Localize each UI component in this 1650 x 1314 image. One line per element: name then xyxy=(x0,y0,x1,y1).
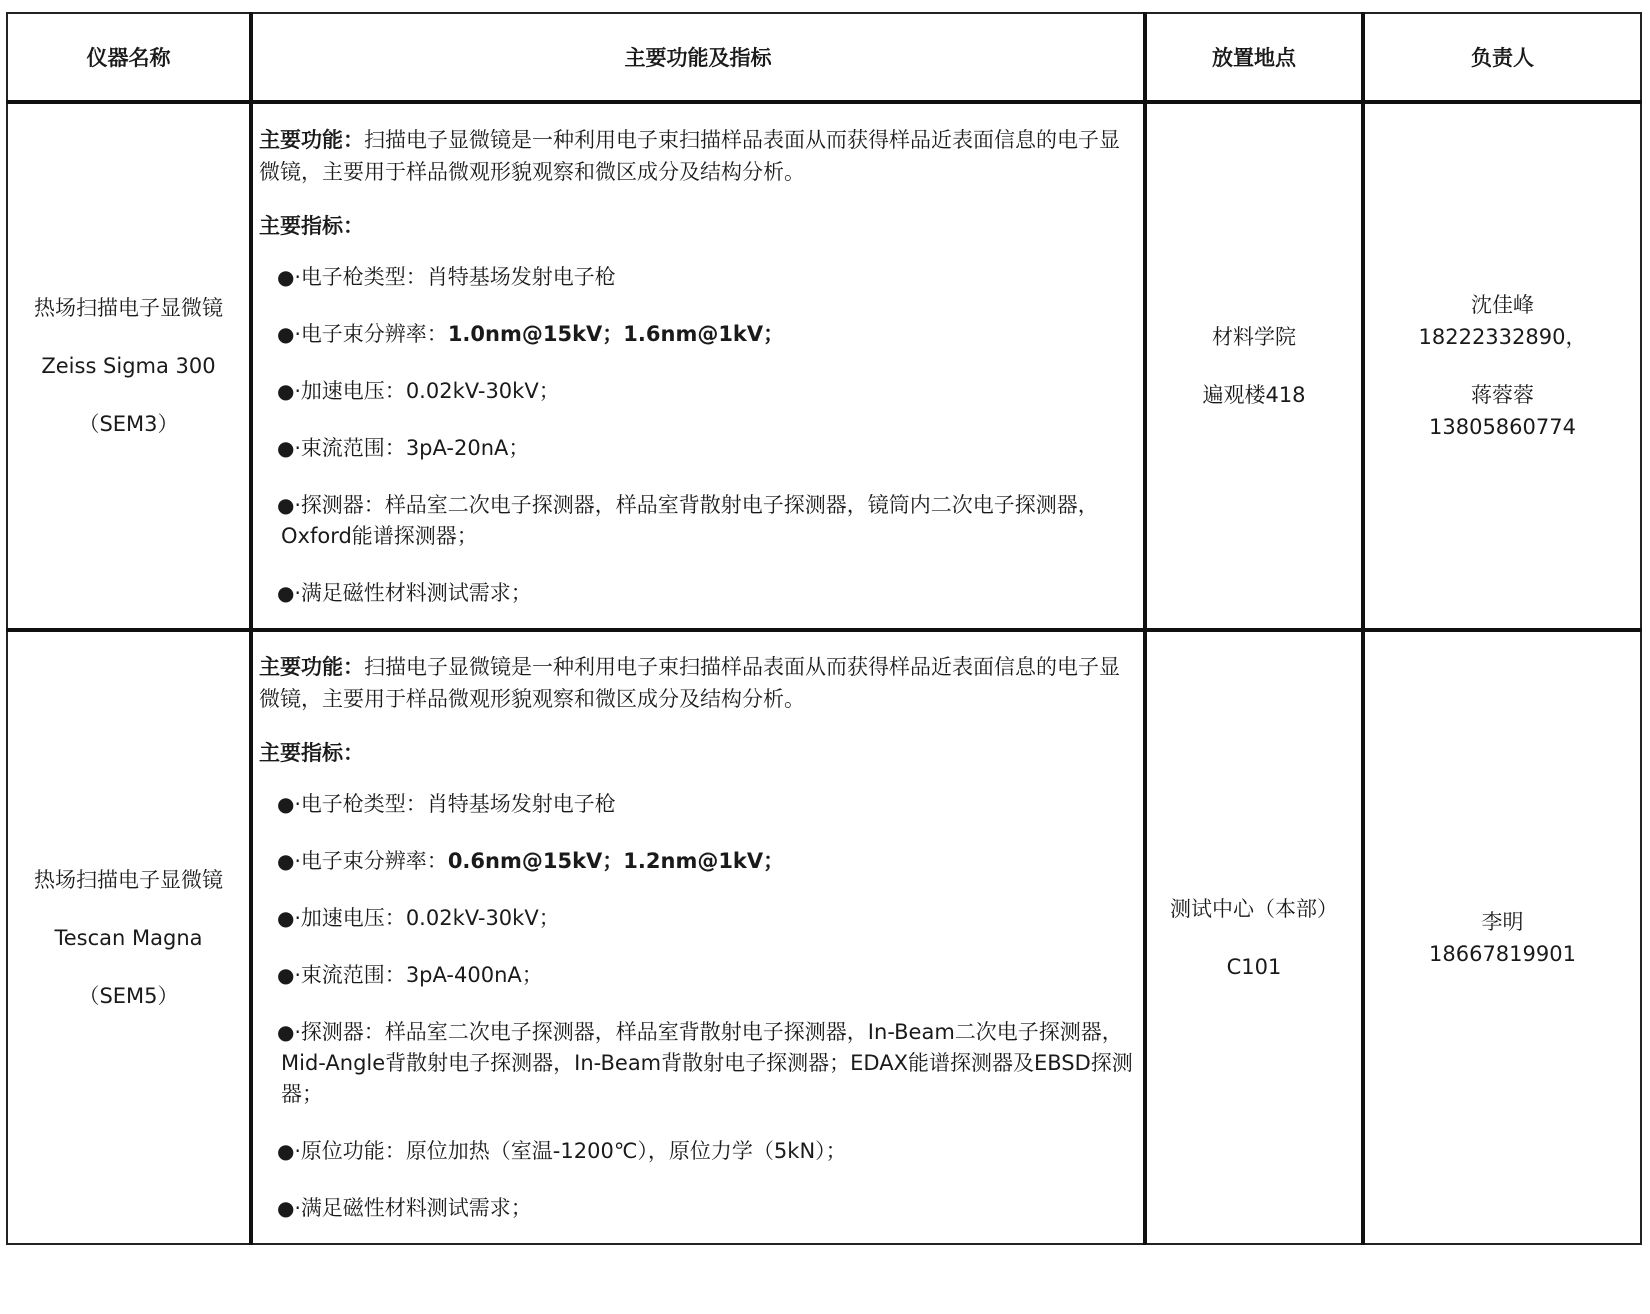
table-header-row xyxy=(7,13,1641,102)
instrument-name: 热场扫描电子显微镜 xyxy=(34,867,223,892)
location-room: C101 xyxy=(1226,954,1282,979)
header-instrument-name: 仪器名称 xyxy=(7,13,251,102)
list-item xyxy=(259,376,1135,407)
bullet-icon: ●· xyxy=(277,963,301,987)
instrument-name-cell xyxy=(7,102,251,630)
bullet-icon: ●· xyxy=(277,1020,301,1044)
header-location: 放置地点 xyxy=(1145,13,1363,102)
location-building: 测试中心（本部） xyxy=(1170,896,1338,921)
contact-name: 沈佳峰 xyxy=(1471,293,1534,317)
spec-value: 原位加热（室温-1200℃），原位力学（5kN）； xyxy=(405,1139,847,1163)
spec-value: 样品室二次电子探测器，样品室背散射电子探测器，In-Beam二次电子探测器，Mid-Angle背散射电子探测器，In-Beam背散射电子探测器；EDAX能谱探测器及EBSD探测器； xyxy=(281,1020,1133,1106)
bullet-icon: ●· xyxy=(277,1196,301,1220)
header-contact: 负责人 xyxy=(1363,13,1641,102)
list-item xyxy=(259,262,1135,293)
location-cell xyxy=(1145,102,1363,630)
instrument-name-cell xyxy=(7,630,251,1244)
contact-phone: 18667819901 xyxy=(1429,941,1576,966)
spec-value: 0.02kV-30kV； xyxy=(405,906,560,930)
specs-label: 主要指标： xyxy=(259,741,364,765)
contact-name: 蒋蓉蓉 xyxy=(1471,383,1534,407)
table-row xyxy=(7,102,1641,630)
spec-label: 电子束分辨率： xyxy=(300,849,448,873)
list-item xyxy=(259,319,1135,350)
spec-label: 电子枪类型： xyxy=(300,264,427,289)
table-row xyxy=(7,630,1641,1244)
spec-label: 探测器： xyxy=(300,1020,385,1044)
spec-label: 束流范围： xyxy=(300,963,406,987)
header-functions: 主要功能及指标 xyxy=(251,13,1145,102)
function-description xyxy=(259,651,1135,715)
instrument-model: Tescan Magna xyxy=(54,925,203,950)
location-cell xyxy=(1145,630,1363,1244)
contact-cell xyxy=(1363,630,1641,1244)
bullet-icon: ●· xyxy=(277,792,301,816)
spec-value: 样品室二次电子探测器，样品室背散射电子探测器，镜筒内二次电子探测器，Oxford能谱探测器； xyxy=(281,492,1099,548)
list-item xyxy=(259,433,1135,464)
spec-label: 电子枪类型： xyxy=(300,792,427,816)
list-item xyxy=(259,490,1135,552)
bullet-icon: ●· xyxy=(277,580,301,605)
spec-value-bold: 0.6nm@15kV；1.2nm@1kV； xyxy=(447,849,785,873)
list-item xyxy=(259,1193,1135,1224)
equipment-table xyxy=(6,12,1642,1245)
list-item xyxy=(259,1136,1135,1167)
list-item xyxy=(259,789,1135,820)
contact-name: 李明 xyxy=(1481,909,1524,934)
bullet-icon: ●· xyxy=(277,849,301,873)
bullet-icon: ●· xyxy=(277,492,301,517)
spec-label: 探测器： xyxy=(300,492,385,517)
instrument-code: （SEM5） xyxy=(78,983,179,1008)
spec-value: 3pA-20nA； xyxy=(405,435,530,460)
spec-label: 加速电压： xyxy=(300,378,406,403)
instrument-code: （SEM3） xyxy=(78,412,179,436)
list-item xyxy=(259,578,1135,609)
list-item xyxy=(259,846,1135,877)
contact-phone: 18222332890， xyxy=(1418,325,1587,349)
list-item xyxy=(259,903,1135,934)
function-label: 主要功能： xyxy=(259,655,364,679)
bullet-icon: ●· xyxy=(277,378,301,403)
specs-label: 主要指标： xyxy=(259,213,364,238)
function-text: 扫描电子显微镜是一种利用电子束扫描样品表面从而获得样品近表面信息的电子显微镜，主要用于样品微观形貌观察和微区成分及结构分析。 xyxy=(259,655,1120,711)
bullet-icon: ●· xyxy=(277,321,301,346)
function-label: 主要功能： xyxy=(259,127,364,152)
list-item xyxy=(259,960,1135,991)
location-room: 遍观楼418 xyxy=(1202,383,1306,407)
spec-label: 束流范围： xyxy=(300,435,406,460)
bullet-icon: ●· xyxy=(277,264,301,289)
spec-label: 加速电压： xyxy=(300,906,406,930)
spec-value: 满足磁性材料测试需求； xyxy=(300,580,532,605)
bullet-icon: ●· xyxy=(277,1139,301,1163)
functions-cell xyxy=(251,102,1145,630)
function-description xyxy=(259,124,1135,188)
location-building: 材料学院 xyxy=(1212,325,1296,349)
spec-value-bold: 1.0nm@15kV；1.6nm@1kV； xyxy=(447,321,785,346)
spec-value: 肖特基场发射电子枪 xyxy=(426,264,616,289)
function-text: 扫描电子显微镜是一种利用电子束扫描样品表面从而获得样品近表面信息的电子显微镜，主要用于样品微观形貌观察和微区成分及结构分析。 xyxy=(259,127,1120,184)
spec-label: 电子束分辨率： xyxy=(300,321,448,346)
bullet-icon: ●· xyxy=(277,906,301,930)
bullet-icon: ●· xyxy=(277,435,301,460)
spec-value: 肖特基场发射电子枪 xyxy=(426,792,616,816)
spec-value: 满足磁性材料测试需求； xyxy=(300,1196,532,1220)
contact-cell xyxy=(1363,102,1641,630)
spec-value: 0.02kV-30kV； xyxy=(405,378,560,403)
list-item xyxy=(259,1017,1135,1110)
spec-label: 原位功能： xyxy=(300,1139,406,1163)
instrument-model: Zeiss Sigma 300 xyxy=(41,354,216,378)
spec-value: 3pA-400nA； xyxy=(405,963,543,987)
instrument-name: 热场扫描电子显微镜 xyxy=(34,296,223,320)
functions-cell xyxy=(251,630,1145,1244)
contact-phone: 13805860774 xyxy=(1429,415,1576,439)
